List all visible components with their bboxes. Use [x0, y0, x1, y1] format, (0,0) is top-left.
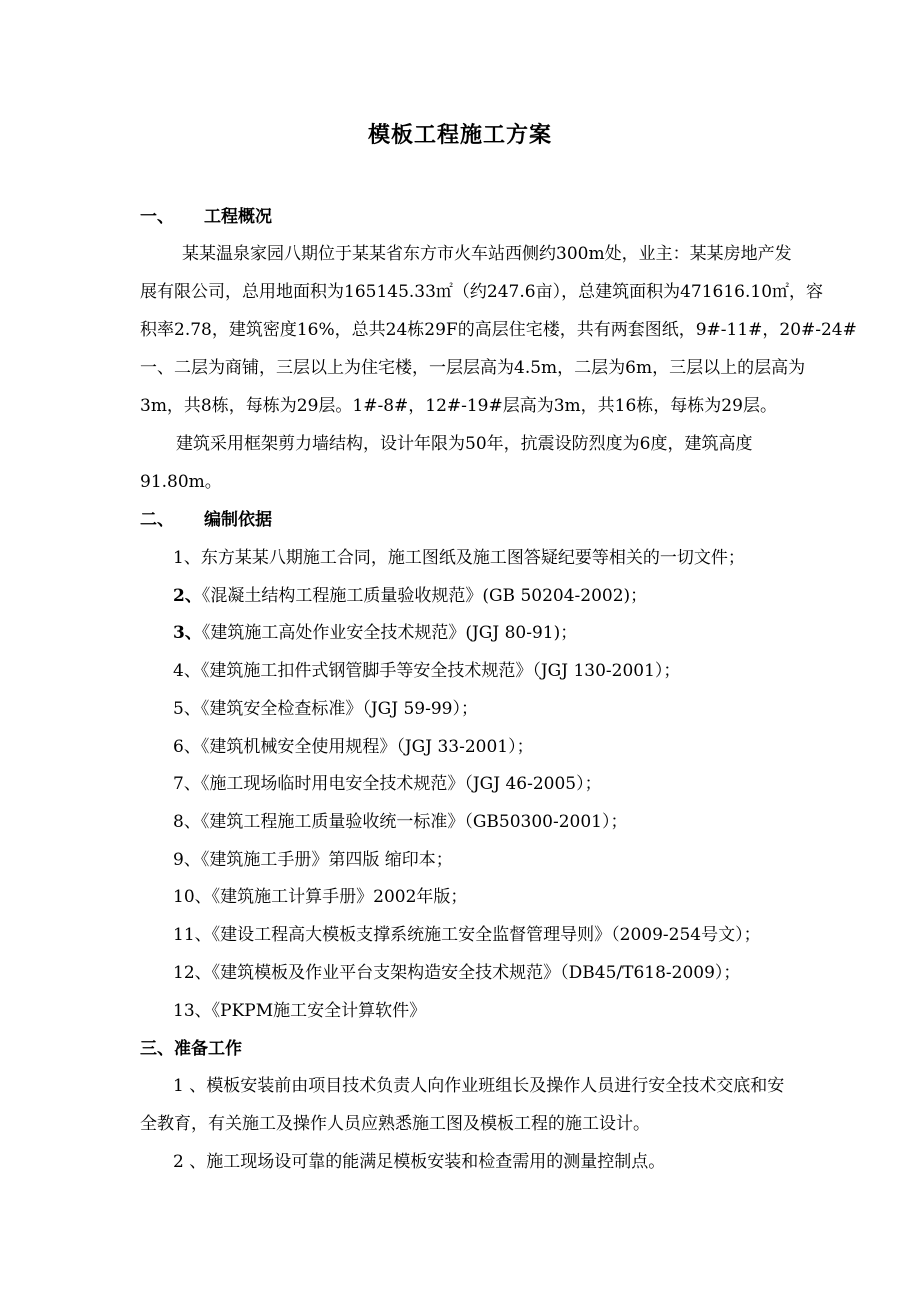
item-text: 《建筑施工手册》第四版 缩印本； — [200, 850, 453, 870]
section-number: 二、 — [140, 510, 174, 530]
item-number: 8、 — [173, 812, 201, 832]
paragraph-line: 一、二层为商铺，三层以上为住宅楼，一层层高为4.5m，二层为6m，三层以上的层高为 — [140, 358, 806, 378]
item-text: 《建设工程高大模板支撑系统施工安全监督管理导则》（2009-254号文）； — [211, 925, 761, 945]
section-title: 工程概况 — [204, 207, 272, 227]
item-text: 《建筑安全检查标准》（JGJ 59-99）； — [200, 699, 478, 719]
item-text: 东方某某八期施工合同，施工图纸及施工图答疑纪要等相关的一切文件； — [200, 548, 745, 568]
item-number: 7、 — [173, 774, 201, 794]
section-heading-3: 三、准备工作 — [140, 1039, 242, 1059]
reference-item — [173, 698, 478, 720]
section-title: 编制依据 — [204, 510, 272, 530]
paragraph-line: 91.80m。 — [140, 472, 222, 492]
item-text: 《建筑工程施工质量验收统一标准》（GB50300-2001）； — [200, 812, 628, 832]
paragraph-line: 1 、模板安装前由项目技术负责人向作业班组长及操作人员进行安全技术交底和安 — [173, 1076, 785, 1096]
paragraph-line: 全教育，有关施工及操作人员应熟悉施工图及模板工程的施工设计。 — [140, 1114, 650, 1134]
paragraph-line: 积率2.78，建筑密度16%，总共24栋29F的高层住宅楼，共有两套图纸，9#-11#，20#-24# — [140, 320, 857, 340]
item-number: 4、 — [173, 661, 201, 681]
paragraph-line: 某某温泉家园八期位于某某省东方市火车站西侧约300m处，业主：某某房地产发 — [182, 244, 792, 264]
section-number: 一、 — [140, 207, 174, 227]
item-number: 9、 — [173, 850, 201, 870]
reference-item — [173, 1000, 426, 1022]
item-text: 《建筑施工扣件式钢管脚手等安全技术规范》（JGJ 130-2001）； — [200, 661, 681, 681]
reference-item — [173, 811, 628, 833]
item-number: 5、 — [173, 699, 201, 719]
item-number: 3、 — [173, 623, 202, 643]
item-text: 《建筑模板及作业平台支架构造安全技术规范》（DB45/T618-2009）； — [211, 963, 741, 983]
item-text: 《PKPM施工安全计算软件》 — [211, 1001, 427, 1021]
item-text: 《施工现场临时用电安全技术规范》（JGJ 46-2005）； — [200, 774, 602, 794]
item-number: 1、 — [173, 548, 201, 568]
reference-item — [173, 736, 534, 758]
paragraph-line: 展有限公司，总用地面积为165145.33㎡（约247.6亩），总建筑面积为471616.10㎡，容 — [140, 282, 824, 302]
item-text: 《建筑施工高处作业安全技术规范》(JGJ 80-91)； — [201, 623, 578, 643]
item-number: 13、 — [173, 1001, 212, 1021]
paragraph-line: 建筑采用框架剪力墙结构，设计年限为50年，抗震设防烈度为6度，建筑高度 — [176, 434, 753, 454]
item-text: 《建筑机械安全使用规程》（JGJ 33-2001）； — [200, 737, 534, 757]
item-text: 《混凝土结构工程施工质量验收规范》(GB 50204-2002)； — [201, 586, 648, 606]
section-heading-1 — [140, 206, 272, 228]
reference-item — [173, 622, 577, 644]
reference-item — [173, 962, 740, 984]
reference-item — [173, 660, 680, 682]
reference-item — [173, 585, 647, 607]
item-text: 《建筑施工计算手册》2002年版； — [211, 887, 468, 907]
reference-item — [173, 547, 745, 569]
reference-item — [173, 773, 602, 795]
document-title: 模板工程施工方案 — [367, 122, 552, 148]
reference-item — [173, 924, 761, 946]
item-number: 11、 — [173, 925, 212, 945]
item-number: 2、 — [173, 586, 202, 606]
paragraph-line: 3m，共8栋，每栋为29层。1#-8#，12#-19#层高为3m，共16栋，每栋为29层。 — [140, 396, 777, 416]
reference-item — [173, 849, 453, 871]
item-number: 10、 — [173, 887, 212, 907]
item-number: 12、 — [173, 963, 212, 983]
item-number: 6、 — [173, 737, 201, 757]
paragraph-line: 2 、施工现场设可靠的能满足模板安装和检查需用的测量控制点。 — [173, 1152, 666, 1172]
section-heading-2 — [140, 509, 272, 531]
reference-item — [173, 886, 467, 908]
